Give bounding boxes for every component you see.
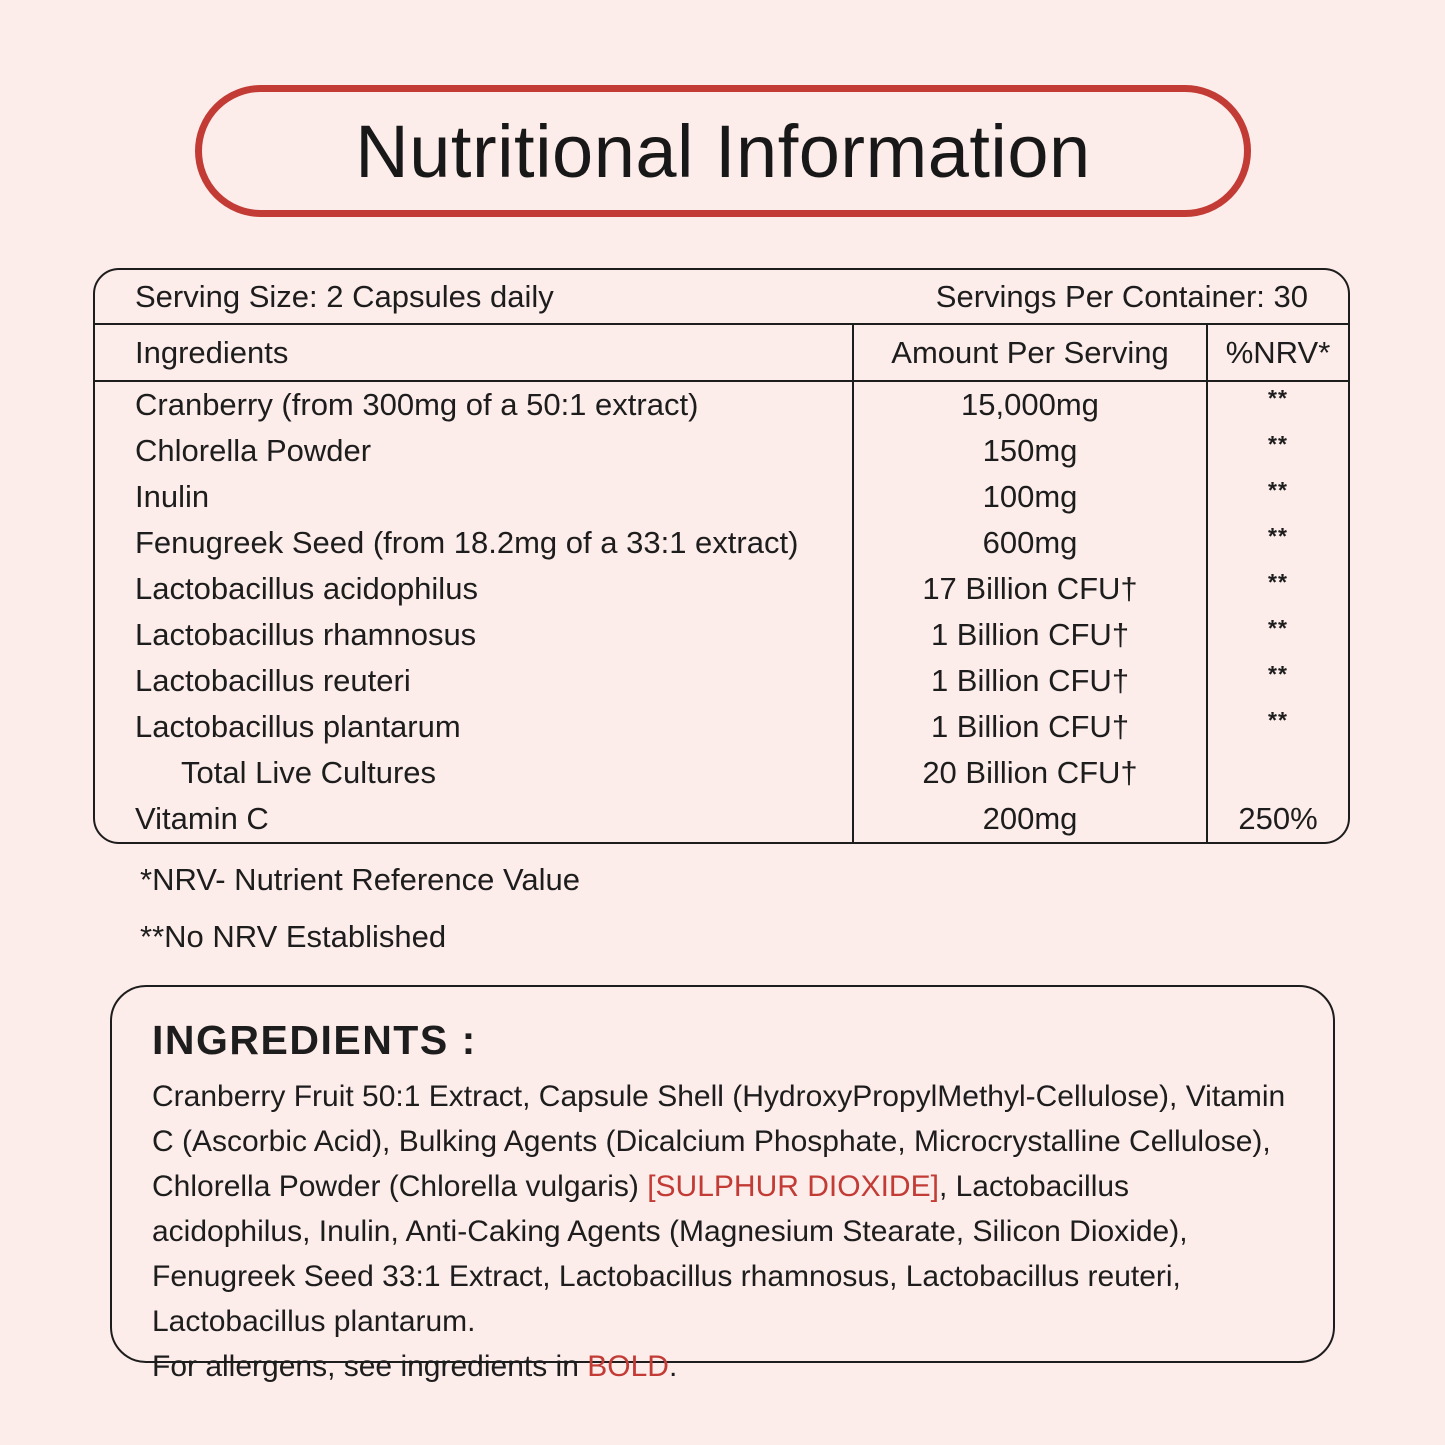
table-row (95, 704, 1348, 750)
table-row (95, 658, 1348, 704)
column-header-ingredients: Ingredients (135, 334, 289, 370)
ingredient-name: Lactobacillus acidophilus (135, 571, 478, 606)
serving-size-label: Serving Size: 2 Capsules daily (135, 278, 554, 314)
amount-per-serving-value: 20 Billion CFU† (852, 750, 1206, 796)
nrv-value: 250% (1206, 796, 1348, 842)
ingredient-name: Chlorella Powder (135, 433, 372, 468)
ingredient-name: Lactobacillus rhamnosus (135, 617, 477, 652)
column-header-amount-per-serving: Amount Per Serving (852, 325, 1206, 380)
ingredient-name: Total Live Cultures (181, 755, 437, 790)
ingredient-name: Cranberry (from 300mg of a 50:1 extract) (135, 387, 699, 422)
table-row (95, 566, 1348, 612)
footnote-no-nrv: **No NRV Established (140, 919, 447, 954)
ingredient-name: Lactobacillus reuteri (135, 663, 411, 698)
allergen-note-prefix: For allergens, see ingredients in (152, 1350, 588, 1383)
amount-per-serving-value: 1 Billion CFU† (852, 658, 1206, 704)
footnote-nrv-definition: *NRV- Nutrient Reference Value (140, 862, 580, 897)
ingredients-text-part1: Cranberry Fruit 50:1 Extract, Capsule Shell (HydroxyPropylMethyl-Cellulose), Vitamin C (Ascorbic Acid), Bulking Agents (Dicalcium Phosphate, Microcrystalline Cellulose), Chlorella Powder (Chlorella vulgaris) (152, 1080, 1286, 1203)
amount-per-serving-value: 17 Billion CFU† (852, 566, 1206, 612)
table-row (95, 520, 1348, 566)
column-header-nrv: %NRV* (1206, 325, 1348, 380)
amount-per-serving-value: 1 Billion CFU† (852, 612, 1206, 658)
ingredients-heading: INGREDIENTS : (152, 1017, 477, 1063)
amount-per-serving-value: 150mg (852, 428, 1206, 474)
nrv-value: ** (1206, 566, 1348, 612)
ingredient-name: Lactobacillus plantarum (135, 709, 461, 744)
table-row (95, 796, 1348, 842)
allergen-sulphur-dioxide: [SULPHUR DIOXIDE] (647, 1170, 939, 1203)
ingredient-name: Inulin (135, 479, 210, 514)
nrv-value: ** (1206, 520, 1348, 566)
table-row (95, 382, 1348, 428)
nrv-value: ** (1206, 382, 1348, 428)
ingredient-name: Vitamin C (135, 801, 269, 836)
allergen-note-suffix: . (668, 1350, 678, 1383)
nrv-value: ** (1206, 612, 1348, 658)
amount-per-serving-value: 100mg (852, 474, 1206, 520)
allergen-note (152, 1344, 1293, 1389)
allergen-note-bold: BOLD (587, 1350, 669, 1383)
ingredient-name: Fenugreek Seed (from 18.2mg of a 33:1 extract) (135, 525, 799, 560)
footnotes (140, 862, 580, 976)
amount-per-serving-value: 15,000mg (852, 382, 1206, 428)
nrv-value: ** (1206, 428, 1348, 474)
nrv-value: ** (1206, 704, 1348, 750)
nrv-value (1206, 750, 1348, 796)
amount-per-serving-value: 1 Billion CFU† (852, 704, 1206, 750)
amount-per-serving-value: 600mg (852, 520, 1206, 566)
table-row (95, 750, 1348, 796)
table-row (95, 474, 1348, 520)
serving-info-row (95, 270, 1348, 325)
ingredients-paragraph (152, 1074, 1293, 1389)
table-row (95, 612, 1348, 658)
title-box (195, 85, 1251, 217)
nrv-value: ** (1206, 658, 1348, 704)
servings-per-container-label: Servings Per Container: 30 (935, 278, 1308, 314)
ingredients-text-part2: , Lactobacillus acidophilus, Inulin, Anti-Caking Agents (Magnesium Stearate, Silicon Dioxide), Fenugreek Seed 33:1 Extract, Lactobacillus rhamnosus, Lactobacillus reuteri, Lactobacillus plantarum. (152, 1170, 1188, 1338)
page-title: Nutritional Information (355, 109, 1091, 193)
nrv-value: ** (1206, 474, 1348, 520)
table-row (95, 428, 1348, 474)
table-body (95, 382, 1348, 842)
ingredients-box (110, 985, 1335, 1383)
table-header-row (95, 325, 1348, 382)
nutrition-table (93, 268, 1350, 844)
amount-per-serving-value: 200mg (852, 796, 1206, 842)
